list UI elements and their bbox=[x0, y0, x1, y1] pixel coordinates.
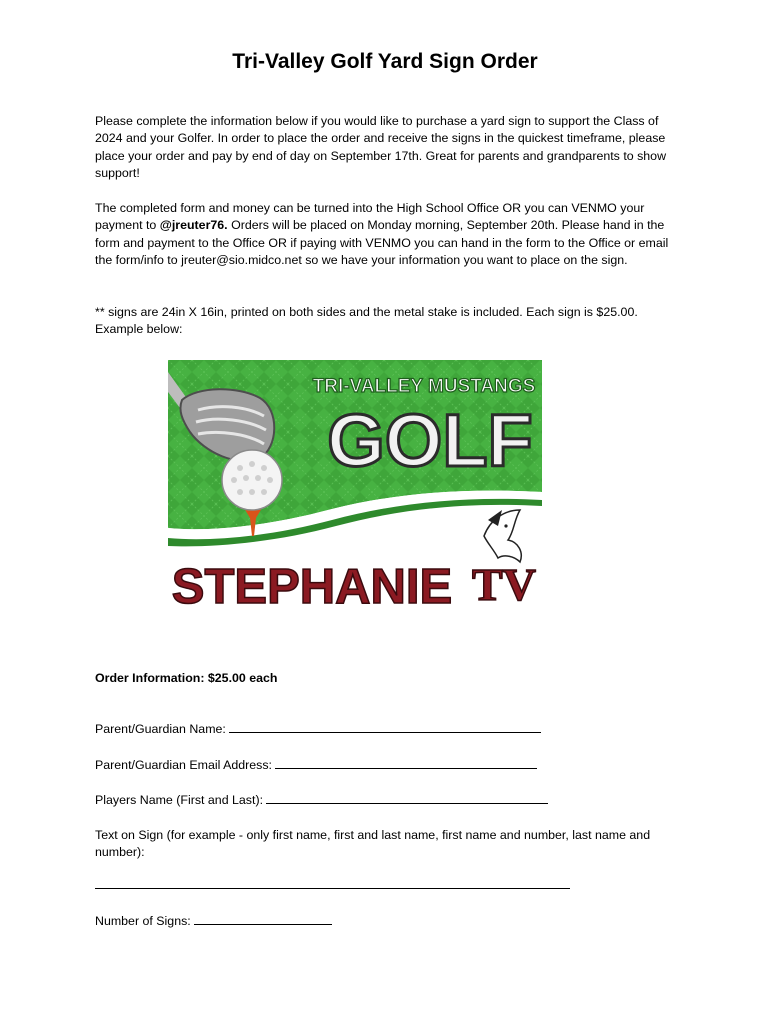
number-of-signs-label: Number of Signs: bbox=[95, 914, 191, 928]
order-information-heading: Order Information: $25.00 each bbox=[95, 671, 278, 685]
sign-logo-letters: TV bbox=[472, 559, 536, 610]
venmo-handle: @jreuter76. bbox=[159, 218, 228, 233]
sign-name: STEPHANIE bbox=[171, 560, 453, 614]
parent-name-label: Parent/Guardian Name: bbox=[95, 722, 226, 736]
sign-text-blank[interactable] bbox=[95, 877, 570, 889]
payment-text-end: Orders will be placed on Monday morning, September 20th. Please hand in the form and payment to the Office OR if paying with VENMO you can hand in the form to the Office or email the form/info to jreuter@sio.midco.net so we have your information you want to place on the sign. bbox=[95, 218, 669, 267]
sign-line1: TRI-VALLEY MUSTANGS bbox=[312, 376, 536, 397]
parent-email-blank[interactable] bbox=[275, 757, 537, 769]
parent-name-blank[interactable] bbox=[229, 721, 541, 733]
example-sign-image bbox=[168, 360, 542, 614]
player-name-label: Players Name (First and Last): bbox=[95, 793, 264, 807]
payment-text-start: The completed form and money can be turned into the High School Office OR you can VENMO your payment to bbox=[95, 201, 645, 233]
sign-details-paragraph: ** signs are 24in X 16in, printed on both sides and the metal stake is included. Each sign is $25.00. Example below: bbox=[95, 305, 638, 337]
sign-line2: GOLF bbox=[327, 399, 533, 482]
sign-text-field bbox=[95, 827, 685, 862]
page-title: Tri-Valley Golf Yard Sign Order bbox=[232, 50, 538, 73]
parent-email-field bbox=[95, 757, 685, 774]
number-of-signs-blank[interactable] bbox=[194, 913, 332, 925]
parent-email-label: Parent/Guardian Email Address: bbox=[95, 758, 273, 772]
mustang-logo bbox=[472, 510, 536, 610]
intro-paragraph: Please complete the information below if you would like to purchase a yard sign to support the Class of 2024 and your Golfer. In order to place the order and receive the signs in the quickest timeframe, please place your order and pay by end of day on September 17th. Great for parents and grandparents to show support! bbox=[95, 114, 667, 180]
sign-text-label: Text on Sign (for example - only first name, first and last name, first name and number, last name and number): bbox=[95, 828, 651, 860]
sign-text-blank-row bbox=[95, 877, 685, 894]
player-name-field bbox=[95, 792, 685, 809]
payment-paragraph bbox=[95, 200, 683, 269]
number-of-signs-field bbox=[95, 913, 685, 930]
parent-name-field bbox=[95, 721, 685, 738]
player-name-blank[interactable] bbox=[266, 792, 548, 804]
